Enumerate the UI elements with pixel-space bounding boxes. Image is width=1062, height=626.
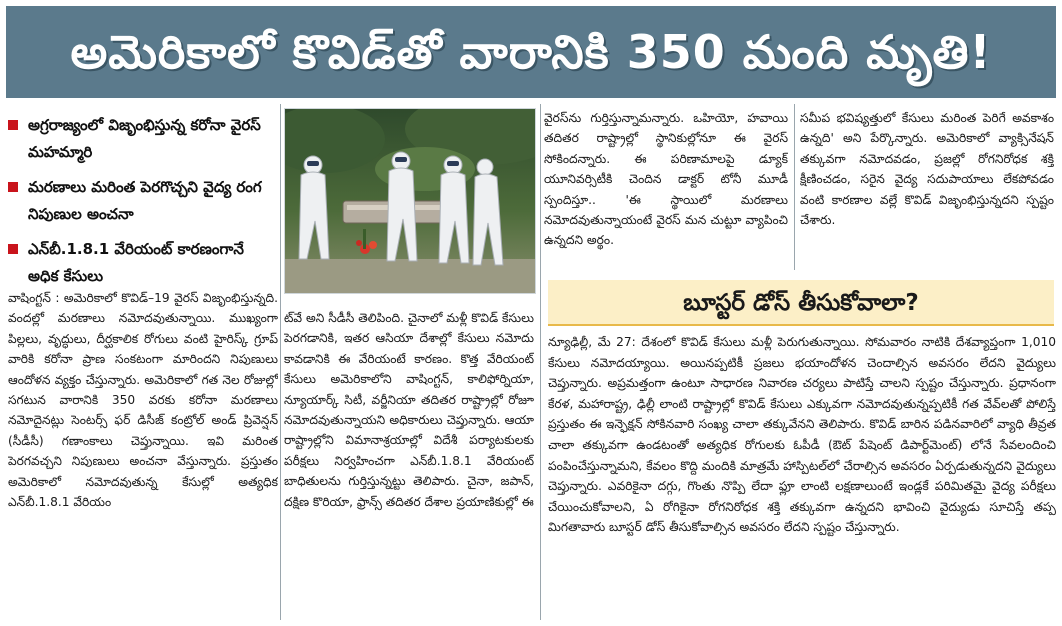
- article-text: సమీప భవిష్యత్తులో కేసులు మరింత పెరిగే అవకాశం ఉన్నది' అని పేర్కొన్నారు. అమెరికాలో వ్యాక్సినేషన్ తక్కువగా నమోదవడం, ప్రజల్లో రోగనిరోధక శక్తి క్షీణించడం, సరైన వైద్య సదుపాయాలు లేకపోవడం వంటి కారణాల వల్లే కొవిడ్ విజృంభిస్తున్నదని స్పష్టం చేశారు.: [800, 111, 1054, 228]
- key-point: [8, 174, 276, 228]
- column-divider: [280, 104, 281, 620]
- key-point: [8, 236, 276, 290]
- article-text: వైరస్‌ను గుర్తిస్తున్నామన్నారు. ఒహియో, హవాయి తదితర రాష్ట్రాల్లో స్థానికుల్లోనూ ఈ వైరస్ సోకిందన్నారు. ఈ పరిణామాలపై డ్యూక్ యూనివర్సిటీకి చెందిన డాక్టర్ టోనీ మూడీ స్పందిస్తూ.. 'ఈ స్థాయిలో మరణాలు నమోదవుతున్నాయంటే వైరస్ మన చుట్టూ వ్యాపించి ఉన్నదని అర్థం.: [544, 111, 788, 248]
- column-divider: [794, 104, 795, 270]
- bullet-square-icon: [8, 244, 18, 254]
- side-story-body: [548, 332, 1056, 622]
- article-text: ట్‌వే అని సీడీసీ తెలిపింది. చైనాలో మళ్లీ కొవిడ్ కేసులు పెరగడానికి, ఇతర ఆసియా దేశాల్లో కేసులు నమోదు కావడానికి ఈ వేరియంటే కారణం. కొత్త వేరియంట్ కేసులు అమెరికాలోని వాషింగ్టన్, కాలిఫోర్నియా, న్యూయార్క్ సిటీ, వర్జీనియా తదితర రాష్ట్రాల్లో రోజూ నమోదవుతున్నాయని అధికారులు చెప్తున్నారు. ఆయా రాష్ట్రాల్లోని విమానాశ్రయాల్లో విదేశీ పర్యాటకులకు పరీక్షలు నిర్వహించగా ఎన్‌బీ.1.8.1 వేరియంట్ బాధితులను గుర్తిస్తున్నట్టు తెలిపారు. చైనా, జపాన్, దక్షిణ కొరియా, ఫ్రాన్స్ తదితర దేశాల ప్రయాణికుల్లో ఈ: [284, 311, 534, 509]
- key-point-text: మరణాలు మరింత పెరగొచ్చని వైద్య రంగ నిపుణుల అంచనా: [28, 178, 262, 223]
- bullet-square-icon: [8, 182, 18, 192]
- key-points-list: [8, 112, 276, 298]
- article-text: న్యూఢిల్లీ, మే 27: దేశంలో కొవిడ్ కేసులు మళ్లీ పెరుగుతున్నాయి. సోమవారం నాటికి దేశవ్యాప్తంగా 1,010 కేసులు నమోదయ్యాయి. అయినప్పటికీ ప్రజలు భయాందోళన చెందాల్సిన అవసరం లేదని వైద్యులు చెప్తున్నారు. అప్రమత్తంగా ఉంటూ సాధారణ నివారణ చర్యలు పాటిస్తే చాలని స్పష్టం చేస్తున్నారు. ప్రధానంగా కేరళ, మహారాష్ట్ర, ఢిల్లీ లాంటి రాష్ట్రాల్లో కొవిడ్ కేసులు ఎక్కువగా నమోదవుతున్నప్పటికీ గత వేవ్‌లతో పోలిస్తే ప్రస్తుతం ఈ ఇన్ఫెక్షన్ సోకినవారి సంఖ్య చాలా తక్కువేనని తెలిపారు. కొవిడ్ బారిన పడినవారిలో వ్యాధి తీవ్రత చాలా తక్కువగా ఉండటంతో అత్యధిక రోగులకు ఓపీడీ (ఔట్ పేషెంట్ డిపార్ట్‌మెంట్) లోనే సేవలందించి పంపించేస్తున్నామని, కేవలం కొద్ది మందికి మాత్రమే హాస్పిటల్‌లో చేరాల్సిన అవసరం ఏర్పడుతున్నదని వైద్యులు చెప్తున్నారు. ఎవరికైనా దగ్గు, గొంతు నొప్పి లేదా ఫ్లూ లాంటి లక్షణాలుంటే ఇండ్లకే పరిమితమై వైద్య పరీక్షలు చేయించుకోవాలని, ఏ రోగికైనా రోగనిరోధక శక్తి తక్కువగా ఉన్నదని భావించి వైద్యుడు సూచిస్తే తప్ప మిగతావారు బూస్టర్ డోస్ తీసుకోవాల్సిన అవసరం లేదని స్పష్టం చేస్తున్నారు.: [548, 335, 1056, 535]
- headline: అమెరికాలో కొవిడ్‌తో వారానికి 350 మంది మృతి!: [6, 6, 1056, 98]
- ppe-workers-carrying-coffin-photo: [284, 108, 536, 294]
- bullet-square-icon: [8, 120, 18, 130]
- key-point-text: ఎన్‌బీ.1.8.1 వేరియంట్ కారణంగానే అధిక కేసులు: [28, 240, 244, 285]
- article-text: వాషింగ్టన్ : అమెరికాలో కొవిడ్–19 వైరస్ విజృంభిస్తున్నది. వందల్లో మరణాలు నమోదవుతున్నాయి. ముఖ్యంగా పిల్లలు, వృద్ధులు, దీర్ఘకాలిక రోగులు వంటి హైరిస్క్ గ్రూప్ వారికి కరోనా ప్రాణ సంకటంగా మారిందని నిపుణులు ఆందోళన వ్యక్తం చేస్తున్నారు. అమెరికాలో గత నెల రోజుల్లో సగటున వారానికి 350 వరకు కరోనా మరణాలు నమోదైనట్లు సెంటర్స్ ఫర్ డిసీజ్ కంట్రోల్ అండ్ ప్రివెన్షన్ (సీడీసీ) గణాంకాలు చెప్తున్నాయి. ఇవి మరింత పెరగవచ్చని నిపుణులు అంచనా వేస్తున్నారు. ప్రస్తుతం అమెరికాలో నమోదవుతున్న కేసుల్లో అత్యధిక ఎన్‌బీ.1.8.1 వేరియం: [8, 291, 278, 510]
- column-divider: [540, 104, 541, 620]
- main-story-column-2: [284, 308, 534, 618]
- main-story-column-4: [800, 108, 1054, 268]
- key-point: [8, 112, 276, 166]
- side-story-headline: బూస్టర్ డోస్ తీసుకోవాలా?: [548, 280, 1054, 326]
- key-point-text: అగ్రరాజ్యంలో విజృంభిస్తున్న కరోనా వైరస్ మహమ్మారి: [28, 116, 261, 161]
- main-story-column-1: [8, 288, 278, 618]
- main-story-column-3: [544, 108, 788, 268]
